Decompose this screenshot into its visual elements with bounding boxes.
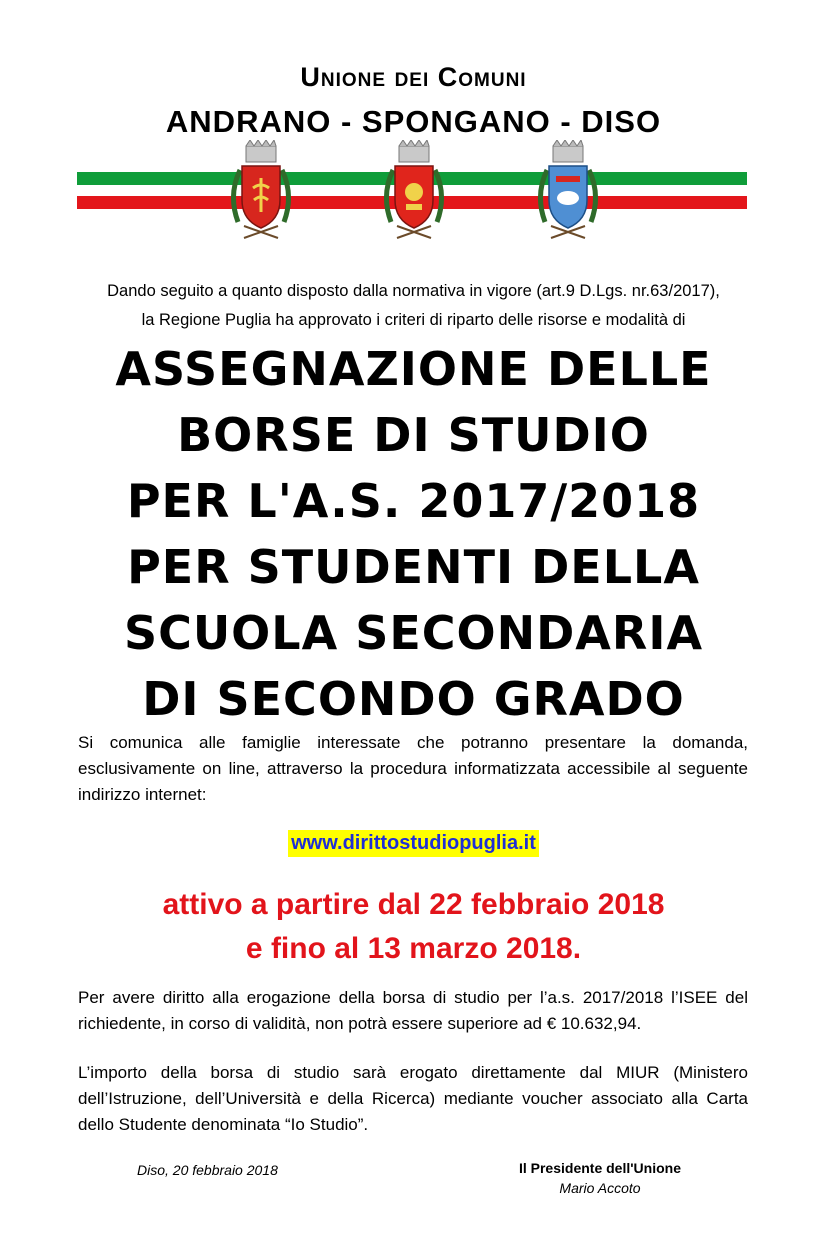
dates-line-1: attivo a partire dal 22 febbraio 2018	[162, 888, 665, 921]
headline-line: PER STUDENTI DELLA	[127, 540, 700, 594]
headline-line: SCUOLA SECONDARIA	[123, 606, 704, 660]
crest-diso-icon	[533, 140, 603, 250]
headline-line: BORSE DI STUDIO	[177, 408, 650, 462]
website-link[interactable]: www.dirittostudiopuglia.it	[288, 830, 539, 857]
headline-line: PER L'A.S. 2017/2018	[126, 474, 701, 528]
headline-line: ASSEGNAZIONE DELLE	[115, 342, 712, 396]
signatory-title: Il Presidente dell'Unione	[518, 1160, 682, 1176]
dates-line-2: e fino al 13 marzo 2018.	[245, 932, 582, 965]
headline-line: DI SECONDO GRADO	[142, 672, 685, 726]
union-municipalities: ANDRANO - SPONGANO - DISO	[165, 104, 662, 139]
signatory-name: Mario Accoto	[559, 1180, 641, 1196]
website-container	[0, 830, 827, 857]
union-title: Unione dei Comuni	[300, 62, 527, 92]
crest-spongano-icon	[379, 140, 449, 250]
crest-andrano-icon	[226, 140, 296, 250]
importo-paragraph: L’importo della borsa di studio sarà erogato direttamente dal MIUR (Ministero dell’Istruzione, dell’Università e della Ricerca) mediante voucher associato alla Carta dello Studente denominata “Io Studio”.	[78, 1063, 748, 1134]
place-date: Diso, 20 febbraio 2018	[137, 1162, 278, 1178]
intro-line-2: la Regione Puglia ha approvato i criteri di riparto delle risorse e modalità di	[141, 311, 686, 329]
isee-paragraph: Per avere diritto alla erogazione della borsa di studio per l’a.s. 2017/2018 l’ISEE del richiedente, in corso di validità, non potrà essere superiore ad € 10.632,94.	[78, 988, 748, 1033]
inform-paragraph: Si comunica alle famiglie interessate che potranno presentare la domanda, esclusivamente on line, attraverso la procedura informatizzata accessibile al seguente indirizzo internet:	[78, 733, 748, 804]
intro-line-1: Dando seguito a quanto disposto dalla normativa in vigore (art.9 D.Lgs. nr.63/2017),	[107, 282, 720, 300]
